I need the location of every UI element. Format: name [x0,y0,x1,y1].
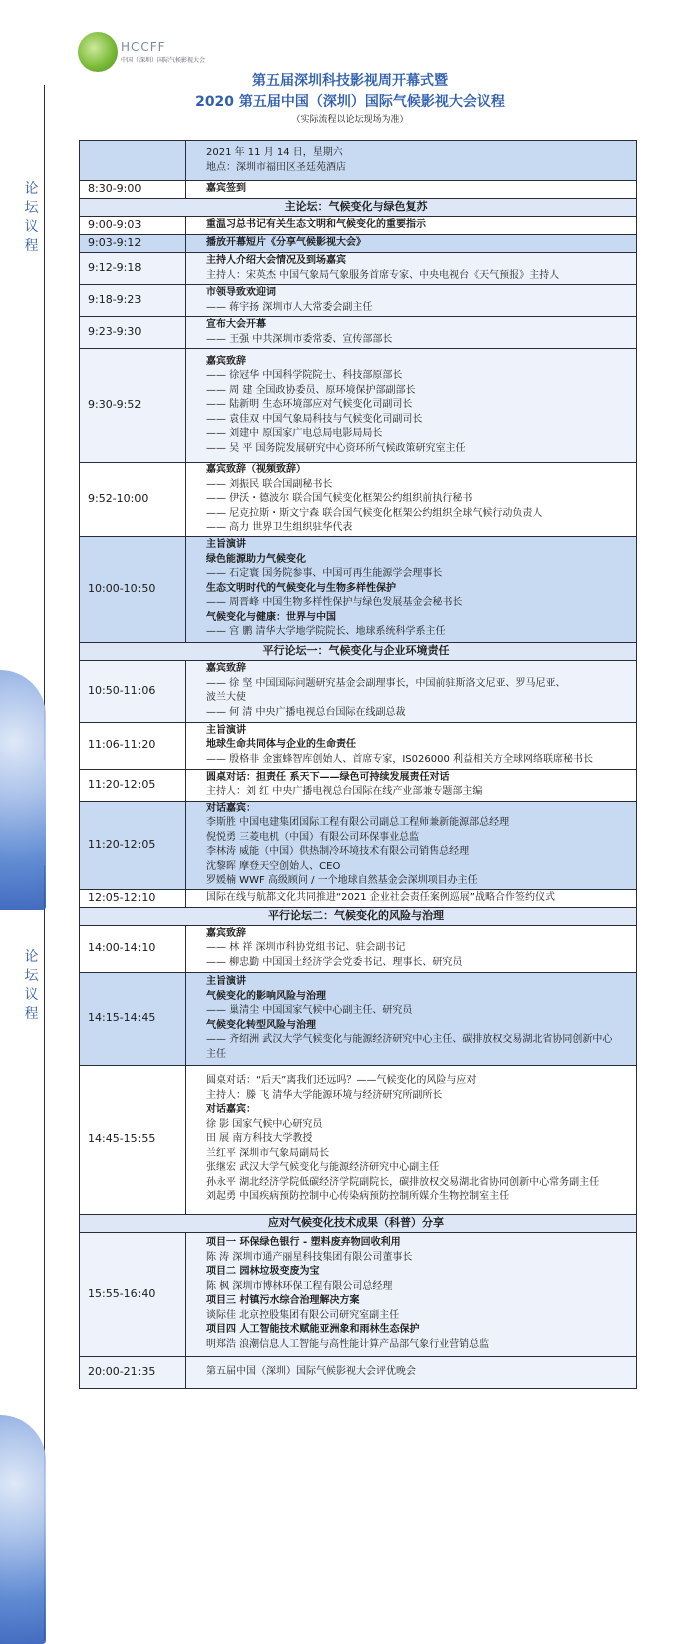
agenda-content [186,1232,637,1356]
section-row [80,199,637,217]
agenda-line: 罗媛楠 WWF 高级顾问 / 一个地球自然基金会深圳项目办主任 [206,875,478,886]
section-title: 平行论坛二：气候变化的风险与治理 [80,907,637,925]
agenda-line: 嘉宾致辞（视频致辞） [206,464,306,475]
header-time-cell [80,141,186,181]
agenda-line: 李斯胜 中国电建集团国际工程有限公司副总工程师兼新能源部总经理 [206,817,510,828]
agenda-content [186,1356,637,1388]
agenda-time: 10:00-10:50 [80,536,186,642]
agenda-time: 9:52-10:00 [80,463,186,537]
agenda-line: —— 刘振民 联合国副秘书长 [206,478,333,490]
agenda-line: 嘉宾签到 [206,183,246,195]
agenda-line: —— 尼克拉斯・斯文宁森 联合国气候变化框架公约组织全球气候行动负责人 [206,507,543,519]
agenda-line: 主持人：刘 红 中央广播电视总台国际在线产业部兼专题部主编 [206,786,483,797]
agenda-row [80,235,637,253]
agenda-line: —— 石定寰 国务院参事、中国可再生能源学会理事长 [206,568,443,580]
agenda-time: 20:00-21:35 [80,1356,186,1388]
agenda-line: 嘉宾致辞 [206,663,246,674]
agenda-line: 主旨演讲 [206,539,246,551]
agenda-line: 嘉宾致辞 [206,927,246,939]
agenda-row [80,317,637,349]
agenda-content [186,235,637,253]
agenda-line: —— 蒋宇扬 深圳市人大常委会副主任 [206,301,373,313]
agenda-line: 波兰大使 [206,692,246,703]
side-rule-top [44,85,45,760]
agenda-row [80,253,637,285]
agenda-line: 谈际佳 北京控股集团有限公司研究室副主任 [206,1309,400,1321]
agenda-table [79,140,637,1389]
agenda-line: —— 周 建 全国政协委员、原环境保护部副部长 [206,384,416,396]
agenda-line: 主持人：宋英杰 中国气象局气象服务首席专家、中央电视台《天气预报》主持人 [206,269,560,281]
side-label-bottom: 论坛议程 [24,949,40,1022]
agenda-line: —— 袁佳双 中国气象局科技与气候变化司副司长 [206,413,423,425]
agenda-content [186,769,637,801]
agenda-line: 重温习总书记有关生态文明和气候变化的重要指示 [206,219,426,231]
agenda-line: 对话嘉宾： [206,1104,256,1116]
agenda-time: 9:18-9:23 [80,285,186,317]
agenda-row [80,536,637,642]
agenda-line: 圆桌对话：“后天”离我们还远吗？——气候变化的风险与应对 [206,1075,477,1087]
header-row [80,141,637,181]
agenda-line: 兰红平 深圳市气象局副局长 [206,1147,330,1159]
side-label-top: 论坛议程 [24,181,40,254]
section-row [80,642,637,660]
agenda-line: 明郑浩 浪潮信息人工智能与高性能计算产品部气象行业营销总监 [206,1338,490,1350]
agenda-line: 主持人：滕 飞 清华大学能源环境与经济研究所副所长 [206,1089,443,1101]
agenda-row [80,801,637,889]
agenda-line: 徐 影 国家气候中心研究员 [206,1118,323,1130]
agenda-row [80,285,637,317]
agenda-content [186,536,637,642]
agenda-row [80,1356,637,1388]
agenda-line: —— 何 清 中央广播电视总台国际在线副总裁 [206,706,406,718]
agenda-time: 14:15-14:45 [80,972,186,1065]
header-date: 2021 年 11 月 14 日，星期六 [206,147,343,158]
agenda-content [186,801,637,889]
agenda-line: —— 吴 平 国务院发展研究中心资环所气候政策研究室主任 [206,442,466,454]
agenda-line: —— 巢清尘 中国国家气候中心副主任、研究员 [206,1005,413,1016]
agenda-line: 第五届中国（深圳）国际气候影视大会评优晚会 [206,1365,416,1377]
agenda-content [186,722,637,769]
agenda-time: 12:05-12:10 [80,889,186,907]
agenda-content [186,925,637,972]
agenda-line: 张继宏 武汉大学气候变化与能源经济研究中心副主任 [206,1162,440,1174]
agenda-row [80,925,637,972]
agenda-time: 15:55-16:40 [80,1232,186,1356]
agenda-line: 项目三 村镇污水综合治理解决方案 [206,1295,360,1306]
agenda-line: —— 宫 鹏 清华大学地学院院长、地球系统科学系主任 [206,626,446,638]
agenda-line: 倪悦勇 三菱电机（中国）有限公司环保事业总监 [206,831,420,843]
agenda-time: 14:45-15:55 [80,1065,186,1214]
agenda-line: 陈 涛 深圳市通产丽星科技集团有限公司董事长 [206,1251,413,1263]
agenda-time: 9:23-9:30 [80,317,186,349]
agenda-line: 主旨演讲 [206,724,246,736]
header-place: 地点：深圳市福田区圣廷苑酒店 [206,161,346,173]
agenda-time: 9:00-9:03 [80,217,186,235]
agenda-line: —— 周晋峰 中国生物多样性保护与绿色发展基金会秘书长 [206,597,463,609]
agenda-line: 播放开幕短片《分享气候影视大会》 [206,237,366,249]
agenda-content [186,660,637,722]
agenda-line: 宣布大会开幕 [206,319,266,330]
agenda-line: —— 徐 坚 中国国际问题研究基金会副理事长，中国前驻斯洛文尼亚、罗马尼亚、 [206,677,566,689]
agenda-row [80,463,637,537]
section-title: 应对气候变化技术成果（科普）分享 [80,1214,637,1232]
agenda-content [186,889,637,907]
agenda-row [80,1065,637,1214]
section-row [80,1214,637,1232]
agenda-time: 9:03-9:12 [80,235,186,253]
agenda-line: 项目二 园林垃圾变废为宝 [206,1266,320,1277]
section-row [80,907,637,925]
agenda-time: 11:06-11:20 [80,722,186,769]
agenda-line: 绿色能源助力气候变化 [206,553,306,565]
agenda-line: 国际在线与航都文化共同推进“2021 企业社会责任案例巡展”战略合作签约仪式 [206,891,555,903]
agenda-content [186,972,637,1065]
agenda-line: 沈黎晖 摩登天空创始人、CEO [206,860,341,872]
logo-subtitle: 中国（深圳）国际气候影视大会 [121,57,206,64]
agenda-line: —— 殷格非 金蜜蜂智库创始人、首席专家，IS026000 利益相关方全球网络联席秘书长 [206,753,594,765]
agenda-line: —— 王强 中共深圳市委常委、宣传部部长 [206,333,393,345]
agenda-line: 对话嘉宾： [206,802,256,814]
title-line-2: 2020 第五届中国（深圳）国际气候影视大会议程 [195,94,505,110]
agenda-line: —— 柳忠勤 中国国土经济学会党委书记、理事长、研究员 [206,956,463,968]
agenda-time: 9:30-9:52 [80,349,186,463]
agenda-content [186,1065,637,1214]
agenda-line: 孙永平 湖北经济学院低碳经济学院副院长，碳排放权交易湖北省协同创新中心常务副主任 [206,1176,600,1188]
agenda-time: 9:12-9:18 [80,253,186,285]
agenda-content [186,217,637,235]
agenda-line: 圆桌对话：担责任 系天下——绿色可持续发展责任对话 [206,771,450,783]
agenda-line: 气候变化与健康：世界与中国 [206,611,336,623]
agenda-time: 11:20-12:05 [80,801,186,889]
agenda-row [80,1232,637,1356]
agenda-time: 10:50-11:06 [80,660,186,722]
agenda-line: —— 徐冠华 中国科学院院士、科技部原部长 [206,370,403,382]
hccff-logo-icon [78,32,118,72]
agenda-line: —— 陆新明 生态环境部应对气候变化司副司长 [206,399,413,411]
agenda-content [186,253,637,285]
section-title: 平行论坛一：气候变化与企业环境责任 [80,642,637,660]
agenda-row [80,181,637,199]
agenda-row [80,972,637,1065]
agenda-line: 主任 [206,1048,226,1060]
agenda-time: 11:20-12:05 [80,769,186,801]
agenda-line: —— 刘建中 原国家广电总局电影局局长 [206,428,383,440]
agenda-line: 主持人介绍大会情况及到场嘉宾 [206,255,346,266]
header-info-cell [186,141,637,181]
agenda-line: 地球生命共同体与企业的生命责任 [206,739,356,751]
agenda-line: 气候变化转型风险与治理 [206,1019,316,1031]
agenda-row [80,769,637,801]
decor-bubble-top [0,670,46,910]
decor-bubble-bottom [0,1415,46,1644]
agenda-line: 田 展 南方科技大学教授 [206,1133,313,1145]
agenda-line: 嘉宾致辞 [206,355,246,367]
agenda-line: 生态文明时代的气候变化与生物多样性保护 [206,582,396,594]
agenda-content [186,285,637,317]
agenda-line: 市领导致欢迎词 [206,287,276,298]
agenda-row [80,660,637,722]
title-line-1: 第五届深圳科技影视周开幕式暨 [252,73,448,89]
section-title: 主论坛：气候变化与绿色复苏 [80,199,637,217]
agenda-line: —— 伊沃・德波尔 联合国气候变化框架公约组织前执行秘书 [206,493,473,504]
agenda-line: 刘起勇 中国疾病预防控制中心传染病预防控制所媒介生物控制室主任 [206,1191,510,1203]
agenda-content [186,463,637,537]
agenda-line: 项目四 人工智能技术赋能亚洲象和雨林生态保护 [206,1324,420,1335]
agenda-content [186,349,637,463]
agenda-row [80,349,637,463]
agenda-line: 陈 枫 深圳市博林环保工程有限公司总经理 [206,1280,393,1292]
agenda-time: 14:00-14:10 [80,925,186,972]
agenda-row [80,722,637,769]
agenda-line: 项目一 环保绿色银行 - 塑料废弃物回收利用 [206,1237,401,1248]
agenda-time: 8:30-9:00 [80,181,186,199]
agenda-row [80,217,637,235]
agenda-content [186,317,637,349]
agenda-line: —— 高力 世界卫生组织驻华代表 [206,522,353,533]
agenda-line: —— 齐绍洲 武汉大学气候变化与能源经济研究中心主任、碳排放权交易湖北省协同创新中心 [206,1034,613,1045]
agenda-row [80,889,637,907]
agenda-line: 气候变化的影响风险与治理 [206,990,326,1002]
agenda-line: 李林涛 威能（中国）供热制冷环境技术有限公司销售总经理 [206,846,470,857]
agenda-line: 主旨演讲 [206,976,246,987]
title-note: （实际流程以论坛现场为准） [291,115,409,125]
agenda-line: —— 林 祥 深圳市科协党组书记、驻会副书记 [206,942,406,954]
agenda-content [186,181,637,199]
logo-name: HCCFF [121,40,166,54]
